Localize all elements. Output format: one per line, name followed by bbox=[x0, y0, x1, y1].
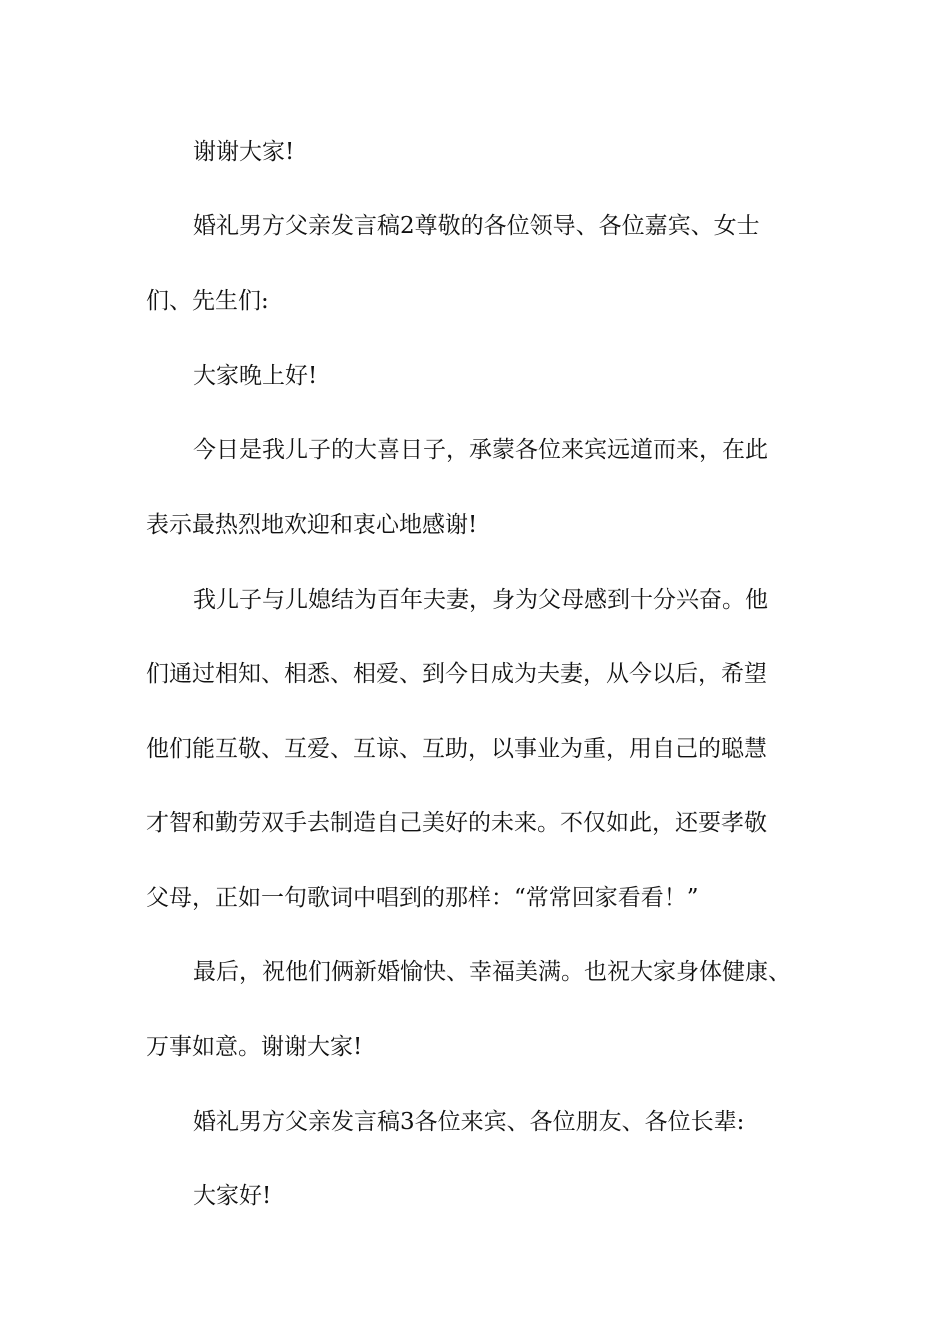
paragraph-line-14: 婚礼男方父亲发言稿3各位来宾、各位朋友、各位长辈: bbox=[193, 1109, 745, 1135]
paragraph-line-9: 他们能互敬、互爱、互谅、互助，以事业为重，用自己的聪慧 bbox=[146, 736, 767, 762]
paragraph-line-3: 们、先生们: bbox=[146, 288, 269, 314]
paragraph-line-13: 万事如意。谢谢大家! bbox=[146, 1034, 363, 1060]
paragraph-line-8: 们通过相知、相悉、相爱、到今日成为夫妻，从今以后，希望 bbox=[146, 661, 767, 687]
paragraph-line-1: 谢谢大家! bbox=[193, 139, 295, 165]
paragraph-line-12: 最后，祝他们俩新婚愉快、幸福美满。也祝大家身体健康、 bbox=[193, 959, 791, 985]
paragraph-line-2: 婚礼男方父亲发言稿2尊敬的各位领导、各位嘉宾、女士 bbox=[193, 213, 760, 239]
paragraph-line-10: 才智和勤劳双手去制造自己美好的未来。不仅如此，还要孝敬 bbox=[146, 810, 767, 836]
paragraph-line-5: 今日是我儿子的大喜日子，承蒙各位来宾远道而来，在此 bbox=[193, 437, 768, 463]
paragraph-line-11: 父母，正如一句歌词中唱到的那样：“常常回家看看！” bbox=[146, 885, 699, 911]
paragraph-line-15: 大家好! bbox=[193, 1183, 272, 1209]
paragraph-line-6: 表示最热烈地欢迎和衷心地感谢! bbox=[146, 512, 478, 538]
paragraph-line-4: 大家晚上好! bbox=[193, 363, 318, 389]
paragraph-line-7: 我儿子与儿媳结为百年夫妻，身为父母感到十分兴奋。他 bbox=[193, 587, 768, 613]
